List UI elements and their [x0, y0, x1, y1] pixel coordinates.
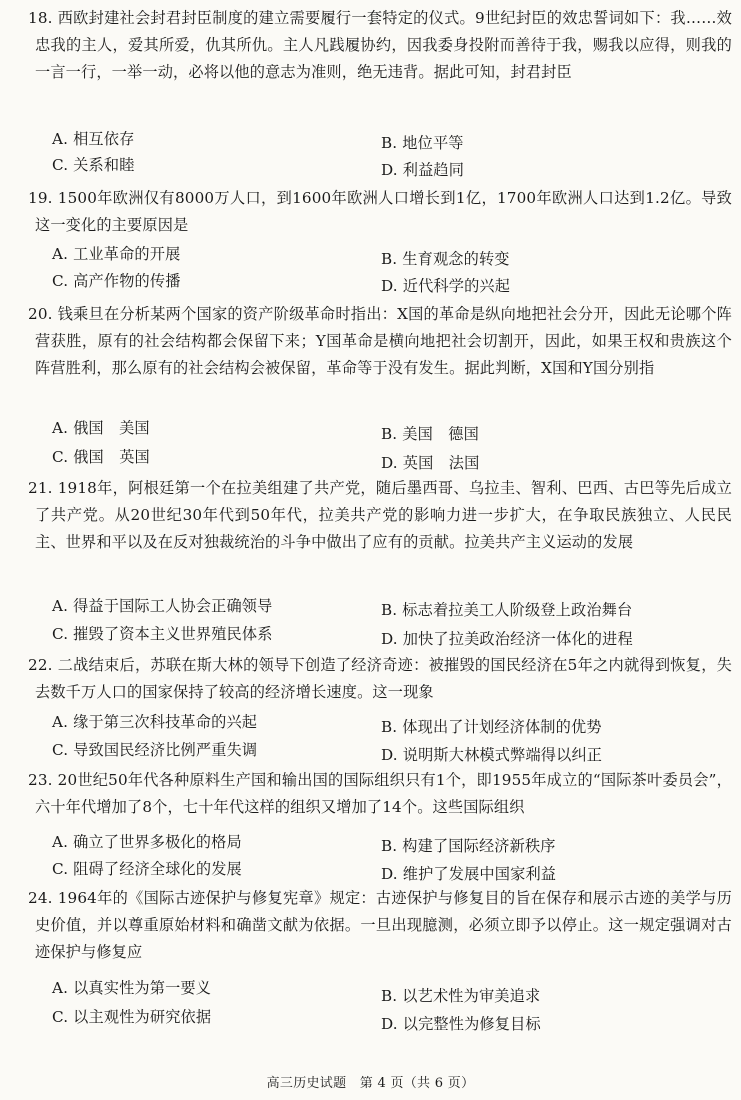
- question-20-stem: 20. 钱乘旦在分析某两个国家的资产阶级革命时指出：X国的革命是纵向地把社会分开，因此无论哪个阵营获胜，原有的社会结构都会保留下来；Y国革命是横向地把社会切割开，因此，如果王权和贵族这个阵营胜利，那么原有的社会结构会被保留，革命等于没有发生。据此判断，X国和Y国分别指: [28, 305, 732, 377]
- question-22-stem: 22. 二战结束后，苏联在斯大林的领导下创造了经济奇迹：被摧毁的国民经济在5年之内就得到恢复，失去数千万人口的国家保持了较高的经济增长速度。这一现象: [28, 656, 732, 701]
- question-20-option-d: D. 英国 法国: [381, 454, 480, 472]
- question-21-option-c: C. 摧毁了资本主义世界殖民体系: [52, 625, 273, 643]
- question-24-option-d: D. 以完整性为修复目标: [381, 1015, 541, 1033]
- question-23-option-a: A. 确立了世界多极化的格局: [52, 833, 242, 851]
- question-22-option-c: C. 导致国民经济比例严重失调: [52, 741, 258, 759]
- question-18-option-d: D. 利益趋同: [381, 161, 465, 179]
- question-19-option-c: C. 高产作物的传播: [52, 272, 181, 290]
- question-24-option-a: A. 以真实性为第一要义: [52, 979, 212, 997]
- question-21-option-d: D. 加快了拉美政治经济一体化的进程: [381, 630, 633, 648]
- question-22-option-a: A. 缘于第三次科技革命的兴起: [52, 713, 258, 731]
- question-24-stem: 24. 1964年的《国际古迹保护与修复宪章》规定：古迹保护与修复目的旨在保存和展示古迹的美学与历史价值，并以尊重原始材料和确凿文献为依据。一旦出现臆测，必须立即予以停止。这一规定强调对古迹保护与修复应: [28, 889, 732, 961]
- question-23-stem: 23. 20世纪50年代各种原料生产国和输出国的国际组织只有1个，即1955年成立的“国际茶叶委员会”，六十年代增加了8个，七十年代这样的组织又增加了14个。这些国际组织: [28, 771, 732, 816]
- question-19-stem: 19. 1500年欧洲仅有8000万人口，到1600年欧洲人口增长到1亿，1700年欧洲人口达到1.2亿。导致这一变化的主要原因是: [28, 189, 732, 234]
- question-19-option-a: A. 工业革命的开展: [52, 245, 181, 263]
- question-22-option-b: B. 体现出了计划经济体制的优势: [381, 718, 602, 736]
- question-20-option-b: B. 美国 德国: [381, 425, 479, 443]
- question-19-option-b: B. 生育观念的转变: [381, 250, 510, 268]
- question-21-option-b: B. 标志着拉美工人阶级登上政治舞台: [381, 601, 633, 619]
- question-22-option-d: D. 说明斯大林模式弊端得以纠正: [381, 746, 603, 764]
- question-23-option-c: C. 阻碍了经济全球化的发展: [52, 860, 242, 878]
- question-21-option-a: A. 得益于国际工人协会正确领导: [52, 597, 273, 615]
- question-20-option-c: C. 俄国 英国: [52, 448, 150, 466]
- question-24-option-b: B. 以艺术性为审美追求: [381, 987, 541, 1005]
- question-20-option-a: A. 俄国 美国: [52, 419, 150, 437]
- question-23-option-b: B. 构建了国际经济新秩序: [381, 837, 556, 855]
- question-24-option-c: C. 以主观性为研究依据: [52, 1008, 212, 1026]
- page-footer: 高三历史试题 第 4 页（共 6 页）: [266, 1076, 475, 1091]
- question-18-stem: 18. 西欧封建社会封君封臣制度的建立需要履行一套特定的仪式。9世纪封臣的效忠誓词如下：我……效忠我的主人，爱其所爱，仇其所仇。主人凡践履协约，因我委身投附而善待于我，赐我以应得，则我的一言一行，一举一动，必将以他的意志为准则，绝无违背。据此可知，封君封臣: [28, 9, 732, 81]
- question-21-stem: 21. 1918年，阿根廷第一个在拉美组建了共产党，随后墨西哥、乌拉圭、智利、巴西、古巴等先后成立了共产党。从20世纪30年代到50年代，拉美共产党的影响力进一步扩大，在争取民族独立、人民民主、世界和平以及在反对独裁统治的斗争中做出了应有的贡献。拉美共产主义运动的发展: [28, 479, 732, 551]
- question-23-option-d: D. 维护了发展中国家利益: [381, 865, 557, 883]
- question-18-option-c: C. 关系和睦: [52, 156, 135, 174]
- question-18-option-a: A. 相互依存: [52, 130, 135, 148]
- question-18-option-b: B. 地位平等: [381, 134, 464, 152]
- question-19-option-d: D. 近代科学的兴起: [381, 277, 511, 295]
